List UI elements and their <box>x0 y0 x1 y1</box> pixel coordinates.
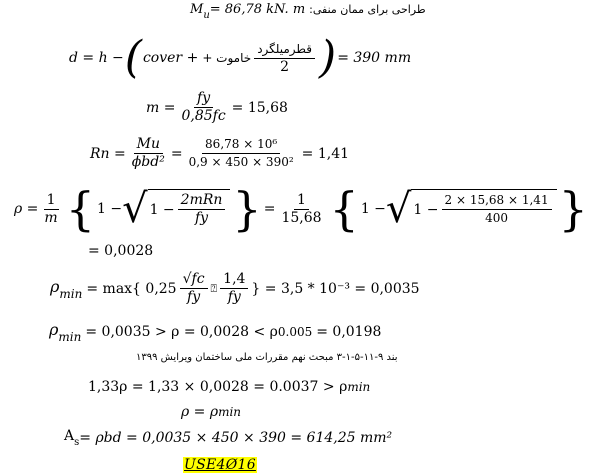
rho-fraction-4 <box>442 193 552 226</box>
rhomin-fraction-1 <box>180 272 208 305</box>
d-tie: خاموت + <box>202 51 252 65</box>
m-rhs: = 15,68 <box>231 99 288 116</box>
m-equation <box>146 91 288 124</box>
rhomin-den1: fy <box>187 289 201 305</box>
rn-num1: Mu <box>134 137 163 154</box>
final-text: USE4Ø16 <box>184 457 256 473</box>
rho-lhs: ρ = <box>14 201 39 217</box>
rn-den2: 0,9 × 450 × 390² <box>188 155 294 169</box>
rho-den1: m <box>44 209 58 226</box>
compare-line <box>49 320 381 344</box>
mu-value: = 86,78 kN. m <box>209 2 306 17</box>
rho-num2: 2mRn <box>178 193 226 210</box>
d-fraction <box>254 42 315 75</box>
rho-num3: 1 <box>294 193 309 210</box>
rho-den2: fy <box>195 210 209 226</box>
rn-eq: = <box>170 145 183 162</box>
d-den: 2 <box>280 58 290 75</box>
rn-fraction-2 <box>186 137 297 170</box>
rn-fraction-1 <box>129 137 168 170</box>
compare-end: = 0,0198 <box>316 324 382 340</box>
rhomin-rhs: } = 3,5 * 10⁻³ = 0,0035 <box>251 280 420 297</box>
close-paren: ) <box>319 32 337 83</box>
rho-set-text: ρ = ρ <box>181 404 219 420</box>
rho-den4: 400 <box>485 211 508 225</box>
left-brace-1: { <box>65 182 95 236</box>
rho-num4: 2 × 15,68 × 1,41 <box>442 193 552 210</box>
rho-one-1: 1 − <box>96 201 123 217</box>
rhomin-den2: fy <box>227 289 241 305</box>
rho-equation <box>14 182 590 236</box>
m-fraction <box>178 91 228 124</box>
open-paren: ( <box>124 32 142 83</box>
as-line <box>64 428 392 448</box>
sqrt-2: √ 1 − $\frac{2 \times 15,68 \times 1,41}{400}$ <box>386 189 557 229</box>
rhomin-sep: ⍰ <box>210 281 218 295</box>
d-rhs: = 390 mm <box>337 50 412 66</box>
sqrt-1: √ 1 − $\frac{\text{2mRn}}{fy}$ <box>122 189 230 229</box>
check-sub: min <box>347 380 371 394</box>
right-brace-2: } <box>558 182 588 236</box>
mu-symbol: $M_u$ <box>190 2 210 21</box>
rho-result: = 0,0028 <box>88 243 154 259</box>
rn-num2: 86,78 × 10⁶ <box>202 137 280 154</box>
code-note: بند ۹-۱۱-۵-۱-۳ مبحث نهم مقررات ملی ساختمان ویرایش ۱۳۹۹ <box>136 352 398 363</box>
rn-lhs: Rn = <box>90 145 126 162</box>
rho-num1: 1 <box>44 193 59 210</box>
rho-set-line <box>181 404 241 420</box>
check-text: 1,33ρ = 1,33 × 0,0028 = 0.0037 > ρ <box>88 379 348 395</box>
d-cover: cover + <box>142 50 199 66</box>
rho-den3: 15,68 <box>281 209 322 226</box>
rho-one-2: 1 − <box>149 201 175 218</box>
left-brace-2: { <box>329 182 359 236</box>
rhomin-num1: √fc <box>180 272 208 289</box>
rn-den1: ϕbd² <box>131 154 165 170</box>
rhomin-equation <box>50 272 420 305</box>
header-line <box>190 2 426 21</box>
rho-set-sub: min <box>218 405 242 419</box>
rho-fraction-2 <box>178 193 226 226</box>
m-den: 0,85fc <box>181 108 226 124</box>
m-lhs: m = <box>146 99 176 116</box>
rn-equation <box>90 137 349 170</box>
check-line <box>88 379 370 395</box>
d-equation <box>69 32 412 83</box>
rn-rhs: = 1,41 <box>301 145 350 162</box>
m-num: fy <box>194 91 213 108</box>
final-result <box>183 454 257 473</box>
rho-fraction-3 <box>278 193 324 226</box>
compare-sub: 0.005 <box>277 325 313 339</box>
rho-one-3: 1 − <box>360 201 386 217</box>
right-brace-1: } <box>232 182 262 236</box>
rhomin-num2: 1,4 <box>220 272 248 289</box>
rho-one-4: 1 − <box>413 201 439 218</box>
as-symbol: $A_s$ <box>64 428 80 448</box>
rho-fraction-1 <box>41 193 60 226</box>
rhomin-fraction-2 <box>220 272 248 305</box>
compare-mid: = 0,0035 > ρ = 0,0028 < ρ <box>85 324 278 340</box>
as-rhs: = ρbd = 0,0035 × 450 × 390 = 614,25 mm² <box>79 430 393 446</box>
rhomin-symbol: $\rho_{min}$ <box>50 276 83 301</box>
d-num: قطرمیلگرد <box>254 42 315 59</box>
d-lhs: d = h − <box>69 50 124 66</box>
rho-eq: = <box>263 201 276 217</box>
rhomin-eq1: = max{ 0,25 <box>86 280 177 297</box>
rtl-heading: طراحی برای ممان منفی: <box>309 3 426 16</box>
compare-rho: $\rho_{min}$ <box>49 320 82 344</box>
